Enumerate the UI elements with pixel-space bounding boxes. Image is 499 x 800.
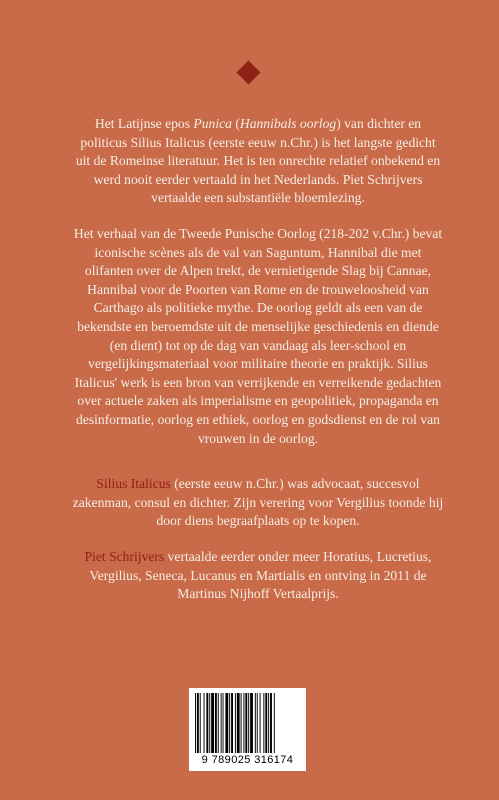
- barcode-bar: [218, 693, 219, 753]
- story-paragraph: Het verhaal van de Tweede Punische Oorlog (218-202 v.Chr.) bevat iconische scènes als de val van Saguntum, Hannibal die met olifanten over de Alpen trekt, de vernietigende Slag bij Cannae, Hannibal voor de Poorten van Rome en de trouweloosheid van Carthago als politieke mythe. De oorlog geldt als een van de bekendste en beroemdste uit de menselijke geschiedenis en diende (en dient) tot op de dag van vandaag als leer-school en vergelijkingsmateriaal voor militaire theorie en praktijk. Silius Italicus' werk is een bron van verrijkende en verreikende gedachten over actuele zaken als imperialisme en geopolitiek, propaganda en desinformatie, oorlog en ethiek, oorlog en godsdienst en de rol van vrouwen in de oorlog.: [73, 226, 443, 446]
- barcode-bar: [211, 693, 214, 753]
- author-name: Silius Italicus: [96, 476, 171, 491]
- barcode-bars: [193, 693, 302, 753]
- barcode-bar: [231, 693, 233, 753]
- barcode-bar: [250, 693, 253, 753]
- work-subtitle: Hannibals oorlog: [239, 116, 337, 131]
- barcode-bar: [255, 693, 256, 753]
- barcode-bar: [274, 693, 275, 753]
- barcode-bar: [215, 693, 217, 753]
- barcode-bar: [209, 693, 210, 753]
- barcode-bar: [245, 693, 247, 753]
- barcode: [189, 688, 306, 771]
- barcode-bar: [206, 693, 208, 753]
- intro-paragraph: [72, 115, 444, 208]
- work-title: Punica: [193, 116, 232, 131]
- barcode-bar: [241, 693, 242, 753]
- barcode-bar: [200, 693, 201, 753]
- barcode-bar: [204, 693, 205, 753]
- barcode-bar: [248, 693, 249, 753]
- intro-text-a: Het Latijnse epos: [94, 116, 194, 131]
- barcode-bar: [260, 693, 261, 753]
- barcode-bar: [268, 693, 269, 753]
- translator-bio-text: vertaalde eerder onder meer Horatius, Lucretius, Vergilius, Seneca, Lucanus en Martialis en ontving in 2011 de Martinus Nijhoff Vertaalprijs.: [89, 549, 432, 602]
- intro-text-c: ) van dichter en politicus Silius Italicus (eerste eeuw n.Chr.) is het langste gedicht uit de Romeinse literatuur. Het is ten onrechte relatief onbekend en werd nooit eerder vertaald in het Nederlands. Piet Schrijvers vertaalde een substantiële bloemlezing.: [75, 116, 441, 206]
- barcode-bar: [225, 693, 228, 753]
- barcode-bar: [197, 693, 199, 753]
- diamond-ornament-icon: [236, 60, 260, 84]
- barcode-bar: [243, 693, 244, 753]
- barcode-bar: [221, 693, 222, 753]
- barcode-bar: [265, 693, 267, 753]
- intro-text-b: (: [231, 116, 240, 131]
- translator-name: Piet Schrijvers: [84, 549, 165, 564]
- barcode-bar: [223, 693, 224, 753]
- barcode-bar: [263, 693, 264, 753]
- author-bio-paragraph: [72, 475, 444, 531]
- barcode-bar: [237, 693, 240, 753]
- barcode-bar: [270, 693, 272, 753]
- translator-bio-paragraph: [72, 548, 444, 604]
- barcode-bar: [195, 693, 196, 753]
- barcode-digits: 9 789025 316174: [201, 754, 294, 766]
- barcode-bar: [229, 693, 230, 753]
- barcode-bar: [257, 693, 258, 753]
- barcode-bar: [235, 693, 236, 753]
- author-bio-text: (eerste eeuw n.Chr.) was advocaat, succesvol zakenman, consul en dichter. Zijn verering voor Vergilius toonde hij door diens begraafplaats op te kopen.: [72, 476, 444, 529]
